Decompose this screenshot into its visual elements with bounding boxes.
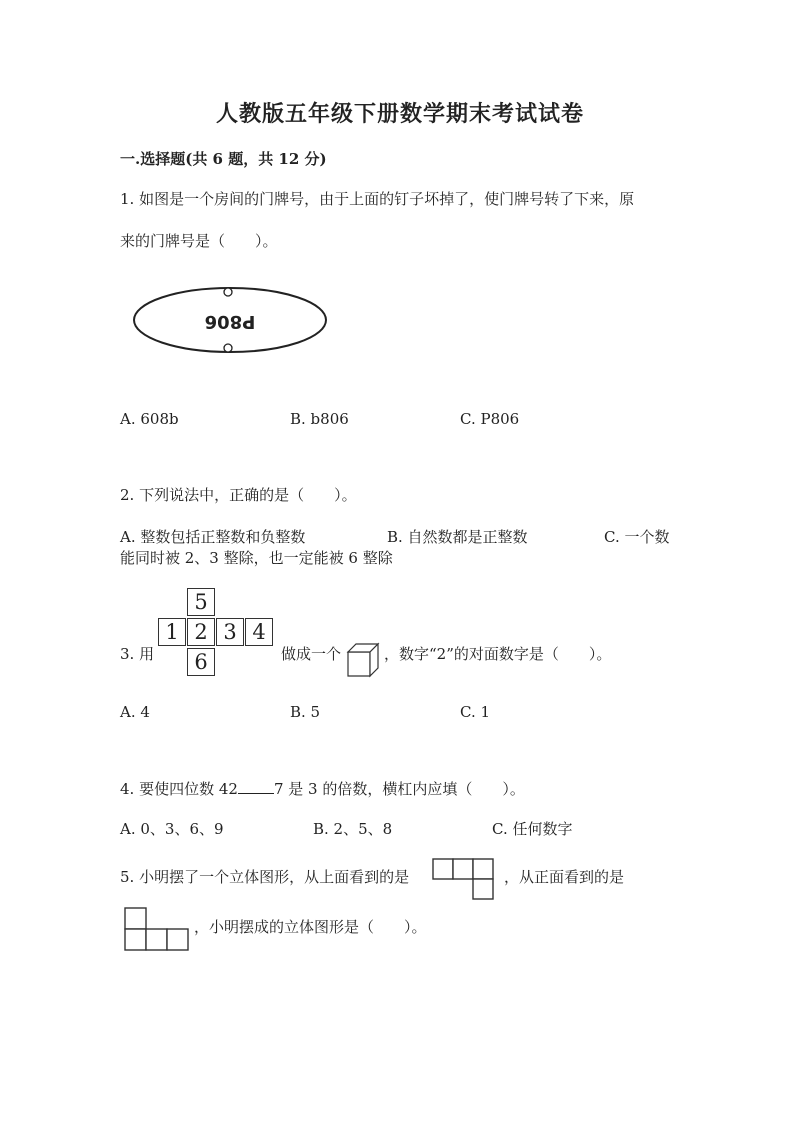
q2-option-b[interactable]: B. 自然数都是正整数 bbox=[387, 528, 528, 546]
q4-option-b[interactable]: B. 2、5、8 bbox=[313, 820, 393, 838]
net-cell-2: 2 bbox=[187, 618, 215, 646]
q4-stem-start: 4. 要使四位数 42 bbox=[120, 780, 238, 798]
q1-option-c[interactable]: C. P806 bbox=[460, 410, 520, 428]
q4-stem-end: 7 是 3 的倍数，横杠内应填（ ）。 bbox=[273, 780, 525, 798]
q1-stem-line2: 来的门牌号是（ ）。 bbox=[120, 232, 278, 250]
q4-option-c[interactable]: C. 任何数字 bbox=[492, 820, 573, 838]
cube-icon bbox=[346, 642, 380, 682]
q3-option-b[interactable]: B. 5 bbox=[290, 703, 321, 721]
cube-net-figure bbox=[158, 588, 278, 678]
q3-option-c[interactable]: C. 1 bbox=[460, 703, 491, 721]
q1-option-b[interactable]: B. b806 bbox=[290, 410, 349, 428]
q2-stem: 2. 下列说法中，正确的是（ ）。 bbox=[120, 486, 357, 504]
front-view-figure bbox=[124, 907, 192, 957]
q1-stem-line1: 1. 如图是一个房间的门牌号，由于上面的钉子坏掉了，使门牌号转了下来，原 bbox=[120, 190, 635, 208]
q5-part2: ，从正面看到的是 bbox=[504, 868, 625, 886]
door-plate-figure bbox=[130, 283, 334, 359]
q2-option-c-continued: 能同时被 2、3 整除，也一定能被 6 整除 bbox=[120, 549, 393, 567]
q3-prefix: 3. 用 bbox=[120, 645, 155, 663]
net-cell-bottom: 6 bbox=[187, 648, 215, 676]
top-view-figure bbox=[432, 858, 496, 906]
q2-option-a[interactable]: A. 整数包括正整数和负整数 bbox=[120, 528, 306, 546]
digit-blank bbox=[238, 781, 274, 794]
page-title: 人教版五年级下册数学期末考试试卷 bbox=[215, 101, 584, 127]
q4-stem bbox=[120, 778, 525, 799]
net-cell-4: 4 bbox=[245, 618, 273, 646]
net-cell-top: 5 bbox=[187, 588, 215, 616]
q3-middle: 做成一个 bbox=[281, 645, 342, 663]
net-cell-3: 3 bbox=[216, 618, 244, 646]
q5-part1: 5. 小明摆了一个立体图形，从上面看到的是 bbox=[120, 868, 410, 886]
q1-option-a[interactable]: A. 608b bbox=[120, 410, 179, 428]
q3-option-a[interactable]: A. 4 bbox=[120, 703, 150, 721]
q4-option-a[interactable]: A. 0、3、6、9 bbox=[120, 820, 224, 838]
section-heading: 一.选择题(共 6 题，共 12 分) bbox=[120, 150, 327, 168]
q2-option-c[interactable]: C. 一个数 bbox=[604, 528, 670, 546]
q3-suffix: ，数字“2”的对面数字是（ ）。 bbox=[384, 645, 612, 663]
door-plate-number: P806 bbox=[204, 311, 256, 332]
q5-part3: ，小明摆成的立体图形是（ ）。 bbox=[194, 918, 427, 936]
net-cell-1: 1 bbox=[158, 618, 186, 646]
